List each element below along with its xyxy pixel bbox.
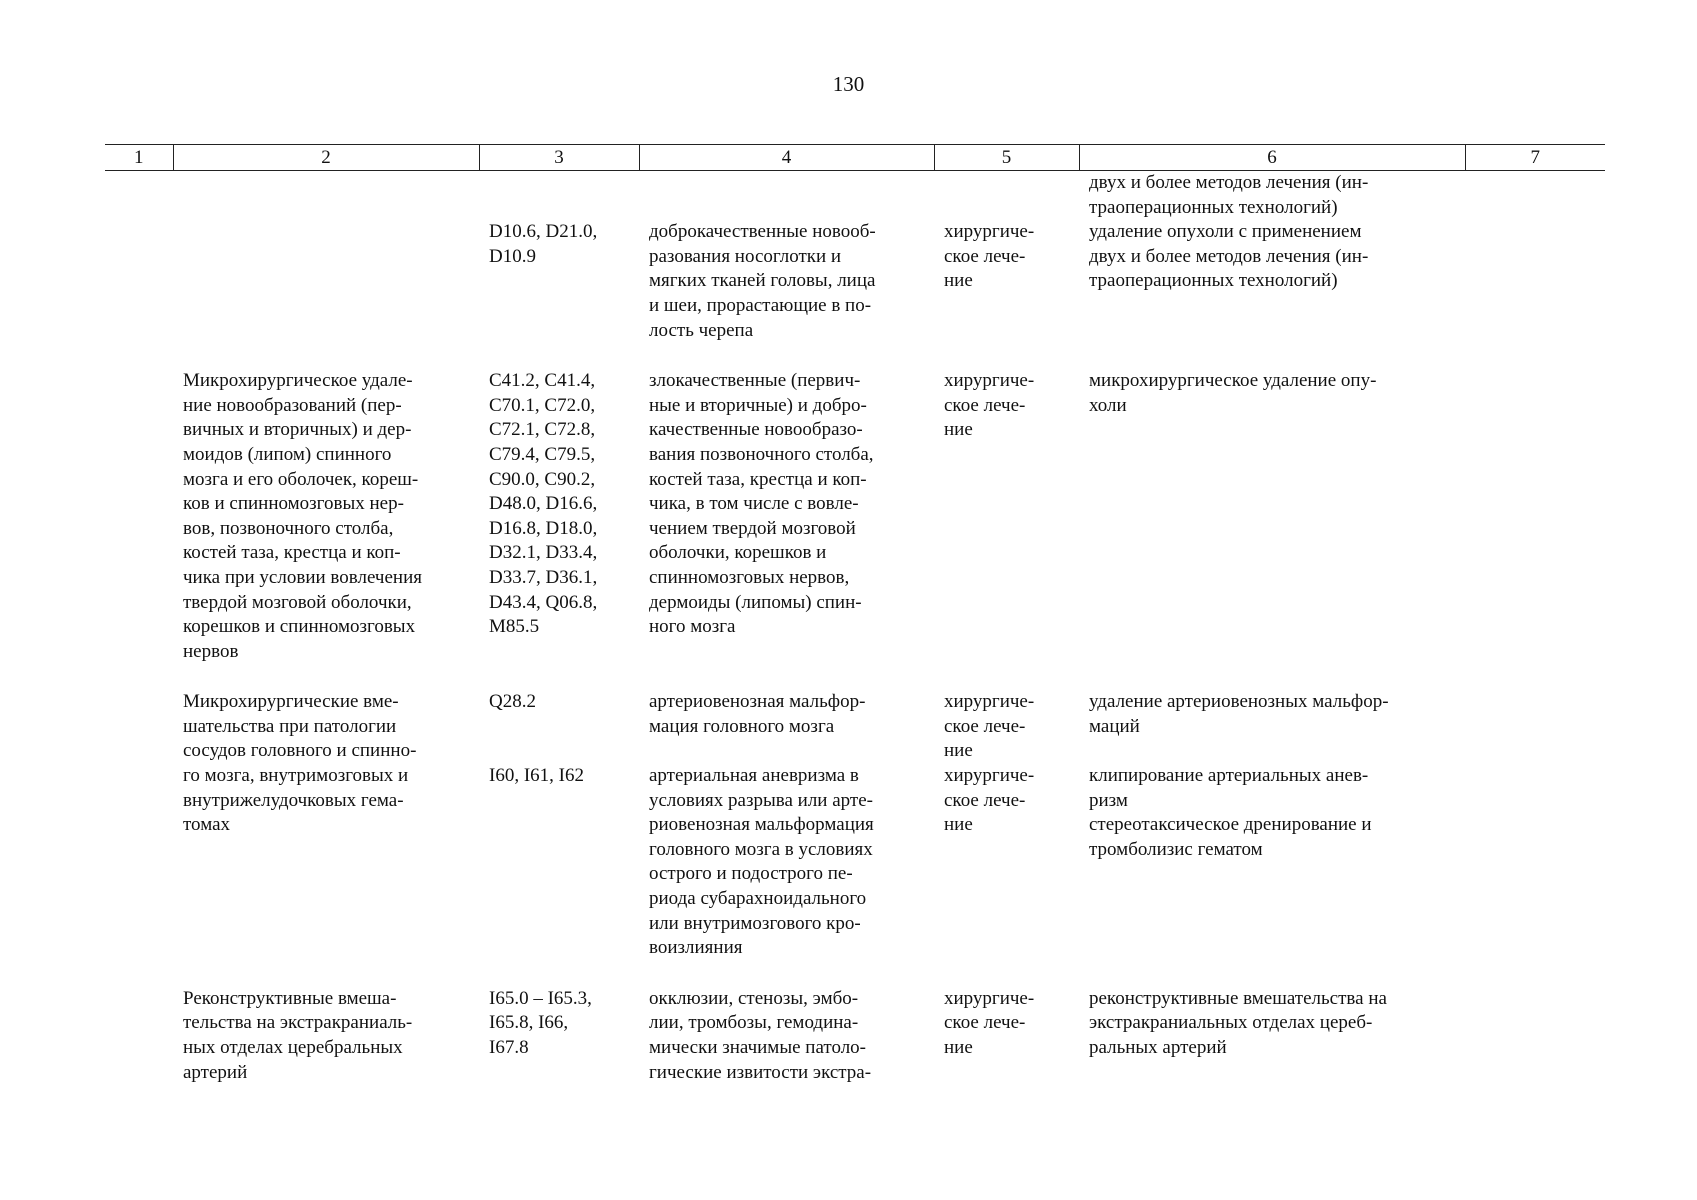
page-number: 130 (832, 72, 865, 96)
table-header-row (105, 145, 1605, 171)
table-row (105, 987, 1605, 1085)
cell-col3: I65.0 – I65.3, I65.8, I66, I67.8 (489, 987, 592, 1058)
cell-col2 (173, 220, 479, 343)
cell-col4: доброкачественные новооб- разования носоглотки и мягких тканей головы, лица и шеи, прорастающие в по- лость черепа (649, 221, 876, 341)
column-header-3: 3 (479, 145, 639, 171)
row-spacer (105, 664, 1605, 690)
cell-col4: злокачественные (первич- ные и вторичные) и добро- качественные новообразо- вания позвоночного столба, костей таза, крестца и коп- чика, в том числе с вовле- чением твердой мозговой оболочки, корешков и спинномозговых нервов, дермоиды (липомы) спин- ного мозга (649, 370, 874, 638)
row-spacer (105, 961, 1605, 987)
cell-col3 (479, 171, 639, 221)
cell-col5 (934, 171, 1079, 221)
cell-col7 (1465, 220, 1605, 343)
cell-col6: микрохирургическое удаление опу- холи (1089, 370, 1377, 416)
cell-col3: I60, I61, I62 (489, 765, 584, 787)
cell-col3: D10.6, D21.0, D10.9 (489, 221, 598, 267)
table-row (105, 690, 1605, 764)
table-row (105, 369, 1605, 664)
column-header-2: 2 (173, 145, 479, 171)
cell-col5: хирургиче- ское лече- ние (944, 987, 1035, 1058)
cell-col3: Q28.2 (489, 691, 536, 713)
cell-col2: Микрохирургическое удале- ние новообразований (пер- вичных и вторичных) и дер- моидов (липом) спинного мозга и его оболочек, кореш- ков и спинномозговых нер- вов, позвоночного столба, костей таза, крестца и коп- чика при условии вовлечения твердой мозговой оболочки, корешков и спинномозговых нервов (183, 370, 422, 662)
cell-col2: Реконструктивные вмеша- тельства на экстракраниаль- ных отделах церебральных артерий (183, 987, 413, 1083)
cell-col5: хирургиче- ское лече- ние (944, 370, 1035, 441)
cell-col1 (105, 987, 173, 1085)
cell-col4: артериовенозная мальфор- мация головного мозга (649, 691, 866, 737)
cell-col4: окклюзии, стенозы, эмбо- лии, тромбозы, гемодина- мически значимые патоло- гические извитости экстра- (649, 987, 872, 1083)
medical-procedures-table (105, 144, 1605, 1085)
cell-col1 (105, 369, 173, 664)
cell-col4 (639, 171, 934, 221)
cell-col1 (105, 220, 173, 343)
column-header-5: 5 (934, 145, 1079, 171)
cell-col1 (105, 171, 173, 221)
cell-col7 (1465, 987, 1605, 1085)
column-header-6: 6 (1079, 145, 1465, 171)
cell-col6: клипирование артериальных анев- ризм стереотаксическое дренирование и тромболизис гематом (1089, 765, 1372, 860)
cell-col1 (105, 690, 173, 961)
cell-col2: Микрохирургические вме- шательства при патологии сосудов головного и спинно- го мозга, внутримозговых и внутрижелудочковых гема- томах (183, 691, 417, 836)
medical-procedures-table-wrapper (105, 144, 1605, 1085)
cell-col6: двух и более методов лечения (ин- траоперационных технологий) (1089, 172, 1369, 218)
row-spacer (105, 343, 1605, 369)
cell-col7 (1465, 690, 1605, 961)
column-header-7: 7 (1465, 145, 1605, 171)
cell-col6: реконструктивные вмешательства на экстракраниальных отделах цереб- ральных артерий (1089, 987, 1387, 1058)
table-row (105, 220, 1605, 343)
cell-col6: удаление опухоли с применением двух и более методов лечения (ин- траоперационных технологий) (1089, 221, 1369, 292)
cell-col2 (173, 171, 479, 221)
cell-col4: артериальная аневризма в условиях разрыва или арте- риовенозная мальформация головного мозга в условиях острого и подострого пе- риода субарахноидального или внутримозгового кро- воизлияния (649, 765, 874, 959)
column-header-1: 1 (105, 145, 173, 171)
cell-col3: C41.2, C41.4, C70.1, C72.0, C72.1, C72.8, C79.4, C79.5, C90.0, C90.2, D48.0, D16.6, D16.8, D18.0, D32.1, D33.4, D33.7, D36.1, D43.4, Q06.8, M85.5 (489, 370, 598, 638)
cell-col6: удаление артериовенозных мальфор- маций (1089, 691, 1389, 737)
table-row (105, 171, 1605, 221)
cell-col5: хирургиче- ское лече- ние (944, 765, 1035, 836)
column-header-4: 4 (639, 145, 934, 171)
cell-col7 (1465, 171, 1605, 221)
cell-col7 (1465, 369, 1605, 664)
cell-col5: хирургиче- ское лече- ние (944, 221, 1035, 292)
cell-col5: хирургиче- ское лече- ние (944, 691, 1035, 762)
